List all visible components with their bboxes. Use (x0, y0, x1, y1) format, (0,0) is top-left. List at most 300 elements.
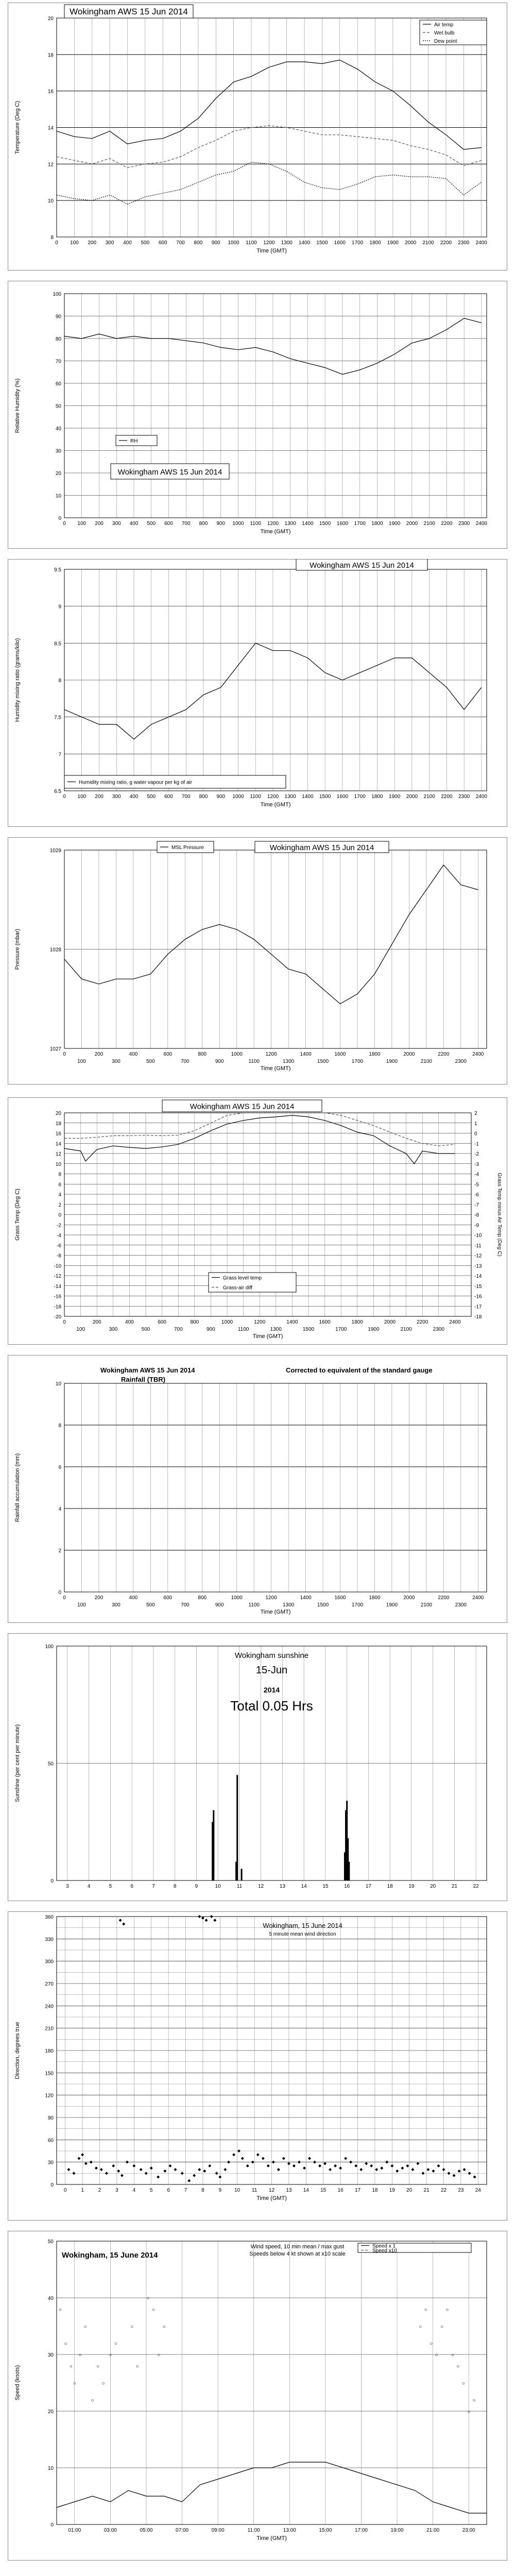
x-tick-label: 300 (112, 794, 121, 800)
x-tick-label: 07:00 (176, 2528, 189, 2533)
y-tick-label: 1029 (49, 848, 61, 854)
legend-label: Grass level temp (223, 1275, 262, 1281)
y-tick-label: -12 (54, 1274, 61, 1279)
y-axis-label: Direction, degrees true (14, 2022, 21, 2079)
chart-note: Speeds below 4 kt shown at x10 scale (249, 2251, 346, 2257)
x-tick-label: 800 (198, 1595, 207, 1601)
data-bar (348, 1862, 350, 1880)
x-tick-label: 1000 (232, 794, 244, 800)
x-tick-label: 500 (146, 1602, 155, 1608)
x-tick-label: 700 (174, 1327, 183, 1332)
x-tick-label: 24 (475, 2188, 481, 2193)
x-tick-label: 17 (354, 2188, 361, 2193)
y-right-tick-label: -7 (474, 1202, 479, 1208)
x-tick-label: 2000 (405, 240, 417, 246)
x-tick-label: 13 (279, 1884, 285, 1889)
y-tick-label: 9 (58, 604, 61, 610)
y-tick-label: 20 (55, 1111, 61, 1116)
x-tick-label: 1800 (351, 1319, 363, 1325)
x-tick-label: 7 (152, 1884, 155, 1889)
grass-temp-chart (8, 1097, 507, 1345)
y-tick-label: 0 (50, 1878, 54, 1884)
x-tick-label: 800 (190, 1319, 199, 1325)
legend-label: Wet bulb (434, 30, 455, 36)
x-tick-label: 1400 (302, 521, 314, 527)
x-tick-label: 1200 (267, 794, 279, 800)
x-tick-label: 2300 (458, 521, 470, 527)
x-tick-label: 1400 (286, 1319, 298, 1325)
x-tick-label: 1800 (369, 240, 381, 246)
x-tick-label: 1200 (265, 1595, 277, 1601)
sunshine-chart-panel (8, 1633, 507, 1901)
y-tick-label: 270 (45, 1981, 54, 1987)
x-tick-label: 4 (87, 1884, 91, 1889)
x-tick-label: 19:00 (390, 2528, 404, 2533)
rainfall-chart-panel (8, 1355, 507, 1623)
y-tick-label: -8 (57, 1253, 61, 1259)
chart-title: Wokingham, 15 June 2014 (263, 1922, 342, 1929)
x-tick-label: 100 (77, 1059, 86, 1064)
x-tick-label: 200 (88, 240, 97, 246)
y-tick-label: -10 (54, 1263, 61, 1269)
x-tick-label: 22 (473, 1884, 479, 1889)
temperature-chart (8, 3, 507, 270)
x-tick-label: 2300 (455, 1602, 467, 1608)
data-point: ○ (101, 2381, 105, 2386)
x-tick-label: 400 (129, 521, 139, 527)
chart-frame (8, 1912, 507, 2221)
y-tick-label: 0 (58, 1590, 61, 1596)
x-tick-label: 400 (129, 1595, 138, 1601)
chart-title: Wokingham, 15 June 2014 (62, 2251, 158, 2260)
y-tick-label: 8.5 (54, 641, 61, 647)
y-tick-label: 30 (47, 2352, 54, 2358)
x-tick-label: 1300 (284, 521, 296, 527)
x-tick-label: 2100 (420, 1059, 432, 1064)
data-point: ○ (64, 2341, 67, 2347)
x-tick-label: 1100 (248, 1059, 260, 1064)
x-tick-label: 1500 (319, 521, 331, 527)
x-tick-label: 600 (164, 794, 173, 800)
x-tick-label: 1700 (351, 1602, 364, 1608)
y-tick-label: 60 (47, 2138, 54, 2144)
x-tick-label: 900 (211, 240, 220, 246)
x-tick-label: 2200 (417, 1319, 428, 1325)
y-right-tick-label: -18 (474, 1314, 482, 1320)
y-right-tick-label: -1 (474, 1141, 479, 1147)
x-tick-label: 4 (132, 2188, 136, 2193)
humidity-chart-panel (8, 281, 507, 549)
x-tick-label: 1300 (282, 1602, 295, 1608)
x-tick-label: 18 (387, 1884, 393, 1889)
x-tick-label: 600 (164, 521, 173, 527)
x-tick-label: 100 (77, 794, 87, 800)
x-tick-label: 100 (77, 521, 87, 527)
x-tick-label: 1800 (371, 521, 383, 527)
y-tick-label: 40 (55, 426, 61, 432)
x-axis-label: Time (GMT) (260, 802, 291, 808)
x-tick-label: 6 (167, 2188, 170, 2193)
data-bar (213, 1810, 214, 1881)
data-point: ○ (440, 2324, 444, 2330)
data-point: ○ (419, 2324, 422, 2330)
y-tick-label: -6 (57, 1243, 61, 1249)
x-tick-label: 1900 (387, 240, 399, 246)
x-tick-label: 1100 (237, 1327, 249, 1332)
chart-note: Corrected to equivalent of the standard gauge (286, 1366, 433, 1374)
x-tick-label: 800 (199, 521, 208, 527)
y-right-tick-label: -9 (474, 1223, 479, 1229)
y-right-tick-label: -2 (474, 1151, 479, 1157)
y-tick-label: 1028 (49, 947, 61, 953)
y-tick-label: 10 (55, 1161, 61, 1167)
y-right-tick-label: -3 (474, 1161, 479, 1167)
x-tick-label: 23 (458, 2188, 464, 2193)
x-tick-label: 200 (95, 521, 104, 527)
x-tick-label: 2200 (440, 240, 452, 246)
chart-title: Wokingham AWS 15 Jun 2014 (117, 468, 222, 477)
x-tick-label: 1700 (335, 1327, 347, 1332)
data-point: ○ (435, 2352, 438, 2358)
x-tick-label: 600 (158, 240, 167, 246)
x-tick-label: 1300 (281, 240, 293, 246)
x-tick-label: 1500 (316, 240, 328, 246)
x-tick-label: 600 (163, 1595, 173, 1601)
chart-title: Wokingham AWS 15 Jun 2014 (70, 7, 188, 16)
legend-label: RH (130, 438, 138, 444)
x-tick-label: 400 (129, 1052, 138, 1057)
y-tick-label: 210 (45, 2026, 54, 2032)
chart-year: 2014 (263, 1686, 280, 1694)
data-point: ○ (424, 2307, 427, 2313)
y-tick-label: 12 (47, 162, 54, 168)
data-point: ○ (114, 2341, 117, 2347)
x-tick-label: 9 (195, 1884, 198, 1889)
x-tick-label: 1500 (317, 1602, 329, 1608)
chart-title: Wokingham AWS 15 Jun 2014 (269, 843, 374, 852)
legend-label: Speed x10 (372, 2248, 397, 2254)
x-tick-label: 21 (451, 1884, 457, 1889)
y-tick-label: 12 (55, 1151, 61, 1157)
x-tick-label: 2000 (406, 521, 418, 527)
x-tick-label: 2400 (475, 794, 488, 800)
x-tick-label: 2100 (420, 1602, 432, 1608)
x-tick-label: 2400 (472, 1595, 484, 1601)
legend-label: MSL Pressure (171, 845, 204, 851)
y-right-tick-label: -11 (474, 1243, 482, 1249)
y-tick-label: -16 (54, 1294, 61, 1300)
data-bar (236, 1775, 238, 1880)
y-tick-label: 50 (47, 1761, 54, 1767)
y-tick-label: 7.5 (54, 715, 61, 721)
chart-subtitle: 5 minute mean wind direction (269, 1931, 336, 1937)
x-tick-label: 1200 (263, 240, 275, 246)
x-tick-label: 5 (149, 2188, 153, 2193)
x-tick-label: 700 (180, 1602, 190, 1608)
x-tick-label: 14 (303, 2188, 309, 2193)
x-tick-label: 1000 (221, 1319, 233, 1325)
x-tick-label: 500 (141, 1327, 150, 1332)
y-right-tick-label: -12 (474, 1253, 482, 1259)
x-tick-label: 1800 (369, 1052, 381, 1057)
x-tick-label: 400 (129, 794, 139, 800)
x-tick-label: 11:00 (247, 2528, 260, 2533)
x-tick-label: 03:00 (104, 2528, 117, 2533)
x-tick-label: 15 (322, 1884, 329, 1889)
y-tick-label: 0 (58, 1212, 61, 1218)
x-tick-label: 0 (63, 794, 66, 800)
x-tick-label: 1700 (351, 1059, 364, 1064)
x-tick-label: 11 (236, 1884, 243, 1889)
x-tick-label: 10 (215, 1884, 221, 1889)
x-tick-label: 1500 (319, 794, 331, 800)
chart-frame (8, 1098, 507, 1345)
grass-temp-chart-panel (8, 1097, 507, 1345)
data-point: ○ (78, 2352, 82, 2358)
y-axis-label: Rainfall accumulation (mm) (14, 1453, 21, 1522)
x-tick-label: 800 (199, 794, 208, 800)
x-tick-label: 100 (76, 1327, 85, 1332)
y-tick-label: 100 (45, 1644, 54, 1650)
x-tick-label: 19 (389, 2188, 395, 2193)
chart-title: Wokingham AWS 15 Jun 2014 (100, 1366, 195, 1374)
x-tick-label: 1600 (336, 521, 349, 527)
y-tick-label: 240 (45, 2004, 54, 2010)
x-tick-label: 12 (268, 2188, 275, 2193)
x-tick-label: 2200 (438, 1595, 450, 1601)
x-tick-label: 400 (123, 240, 132, 246)
x-tick-label: 1400 (302, 794, 314, 800)
legend-label: Dew point (434, 39, 457, 44)
x-tick-label: 1500 (317, 1059, 329, 1064)
x-tick-label: 900 (215, 1602, 224, 1608)
y-tick-label: 20 (47, 16, 54, 22)
data-point: ○ (456, 2364, 460, 2369)
x-tick-label: 1600 (334, 1052, 346, 1057)
y-tick-label: -4 (57, 1233, 61, 1239)
x-tick-label: 1000 (228, 240, 239, 246)
y-tick-label: 80 (55, 336, 61, 342)
mixing-ratio-chart (8, 559, 507, 827)
x-axis-label: Time (GMT) (256, 2195, 287, 2201)
x-tick-label: 100 (70, 240, 79, 246)
wind-speed-chart-panel (8, 2231, 507, 2561)
y-axis-label: Pressure (mbar) (14, 928, 21, 970)
x-tick-label: 1600 (319, 1319, 331, 1325)
data-point: ○ (472, 2398, 476, 2403)
data-point: ○ (130, 2324, 134, 2330)
x-tick-label: 1700 (352, 240, 364, 246)
y-tick-label: 9.5 (54, 567, 61, 573)
x-axis-label: Time (GMT) (260, 1065, 291, 1072)
x-axis-label: Time (GMT) (260, 1609, 291, 1615)
mixing-ratio-chart-panel (8, 559, 507, 827)
data-point: ○ (146, 2296, 150, 2301)
data-point: ○ (83, 2324, 87, 2330)
x-tick-label: 2200 (441, 521, 453, 527)
x-tick-label: 8 (173, 1884, 177, 1889)
x-tick-label: 01:00 (68, 2528, 81, 2533)
x-tick-label: 600 (158, 1319, 166, 1325)
x-tick-label: 2400 (449, 1319, 461, 1325)
y-right-tick-label: 2 (474, 1111, 477, 1116)
x-tick-label: 21 (423, 2188, 430, 2193)
y-tick-label: 10 (47, 2466, 54, 2471)
x-tick-label: 900 (216, 521, 226, 527)
x-tick-label: 1800 (371, 794, 383, 800)
y-tick-label: 0 (50, 2182, 54, 2188)
x-tick-label: 2000 (403, 1595, 415, 1601)
y-right-tick-label: -14 (474, 1274, 482, 1279)
x-tick-label: 20 (430, 1884, 436, 1889)
x-tick-label: 1400 (300, 1595, 312, 1601)
x-tick-label: 12 (258, 1884, 264, 1889)
x-tick-label: 500 (147, 794, 156, 800)
y-tick-label: -14 (54, 1283, 61, 1290)
y-tick-label: 14 (55, 1141, 61, 1147)
y-tick-label: 8 (50, 235, 54, 241)
chart-title: Wokingham AWS 15 Jun 2014 (310, 561, 414, 570)
legend-label: Speed x 1 (372, 2243, 396, 2249)
x-tick-label: 500 (147, 521, 156, 527)
x-axis-label: Time (GMT) (256, 2535, 287, 2541)
x-tick-label: 3 (66, 1884, 69, 1889)
x-tick-label: 1100 (248, 1602, 260, 1608)
y-right-tick-label: -15 (474, 1283, 482, 1290)
y-tick-label: 10 (47, 198, 54, 205)
y-tick-label: 6 (58, 1182, 61, 1188)
chart-frame (8, 1355, 507, 1623)
x-tick-label: 2300 (458, 794, 470, 800)
x-tick-label: 1300 (270, 1327, 282, 1332)
y-right-tick-label: -10 (474, 1233, 482, 1239)
legend-label: Humidity mixing ratio, g water vapour per kg of air (79, 779, 193, 786)
x-tick-label: 200 (94, 1052, 104, 1057)
y-tick-label: 50 (47, 2239, 54, 2245)
x-tick-label: 1900 (389, 794, 401, 800)
x-tick-label: 0 (63, 521, 66, 527)
x-tick-label: 2000 (384, 1319, 396, 1325)
sunshine-chart (8, 1633, 507, 1901)
x-tick-label: 18 (372, 2188, 378, 2193)
data-point: ○ (157, 2352, 161, 2358)
y-tick-label: 16 (55, 1131, 61, 1137)
x-tick-label: 500 (141, 240, 150, 246)
x-tick-label: 10 (234, 2188, 241, 2193)
y-tick-label: -18 (54, 1304, 61, 1310)
x-tick-label: 2200 (441, 794, 453, 800)
y-tick-label: 50 (55, 403, 61, 410)
x-tick-label: 16 (337, 2188, 344, 2193)
y-tick-label: 20 (55, 471, 61, 477)
y-tick-label: 4 (58, 1192, 61, 1198)
x-tick-label: 13:00 (283, 2528, 296, 2533)
x-tick-label: 1100 (250, 521, 261, 527)
data-point: ○ (109, 2352, 112, 2358)
y-tick-label: 6.5 (54, 789, 61, 794)
data-point: ○ (467, 2409, 471, 2415)
x-tick-label: 9 (218, 2188, 222, 2193)
x-tick-label: 0 (63, 2188, 67, 2193)
data-point: ○ (91, 2398, 94, 2403)
y-tick-label: 60 (55, 381, 61, 387)
x-tick-label: 1600 (334, 1595, 346, 1601)
x-tick-label: 700 (180, 1059, 190, 1064)
data-point: ○ (451, 2352, 454, 2358)
x-tick-label: 400 (125, 1319, 134, 1325)
x-tick-label: 11 (251, 2188, 258, 2193)
x-tick-label: 1700 (354, 521, 366, 527)
x-tick-label: 1000 (231, 1595, 243, 1601)
x-tick-label: 09:00 (211, 2528, 225, 2533)
x-tick-label: 2300 (455, 1059, 467, 1064)
y-tick-label: 8 (58, 1172, 61, 1178)
y-right-tick-label: -5 (474, 1182, 479, 1188)
x-tick-label: 1200 (265, 1052, 277, 1057)
x-axis-label: Time (GMT) (260, 529, 291, 535)
x-tick-label: 0 (63, 1052, 66, 1057)
x-tick-label: 2400 (475, 240, 487, 246)
x-tick-label: 1900 (386, 1602, 398, 1608)
chart-total: Total 0.05 Hrs (230, 1698, 313, 1714)
y-tick-label: 90 (47, 2115, 54, 2121)
y-right-tick-label: 0 (474, 1131, 477, 1137)
data-point: ○ (430, 2341, 433, 2347)
data-point: ○ (461, 2381, 465, 2386)
y-tick-label: 2 (58, 1548, 61, 1554)
chart-title: Wokingham AWS 15 Jun 2014 (190, 1102, 295, 1111)
x-tick-label: 05:00 (140, 2528, 153, 2533)
legend-label: Air temp (434, 22, 454, 28)
y-tick-label: 70 (55, 359, 61, 365)
x-tick-label: 1900 (389, 521, 401, 527)
x-tick-label: 2100 (400, 1327, 412, 1332)
x-tick-label: 17 (365, 1884, 371, 1889)
y-right-tick-label: -8 (474, 1212, 479, 1218)
x-tick-label: 1800 (369, 1595, 381, 1601)
x-tick-label: 1000 (232, 521, 244, 527)
x-tick-label: 7 (184, 2188, 187, 2193)
data-point: ○ (151, 2307, 155, 2313)
x-tick-label: 1200 (267, 521, 279, 527)
x-tick-label: 1300 (284, 794, 296, 800)
x-tick-label: 800 (194, 240, 203, 246)
y-tick-label: 0 (58, 516, 61, 521)
x-tick-label: 1400 (298, 240, 311, 246)
x-tick-label: 300 (112, 521, 121, 527)
y-tick-label: 300 (45, 1959, 54, 1965)
y-right-axis-label: Grass Temp minus Air Temp (Deg C) (496, 1173, 502, 1257)
y-tick-label: 18 (47, 52, 54, 58)
x-axis-label: Time (GMT) (256, 248, 287, 254)
pressure-chart (8, 837, 507, 1084)
y-tick-label: 10 (55, 1381, 61, 1387)
y-right-tick-label: -6 (474, 1192, 479, 1198)
x-tick-label: 2200 (438, 1052, 450, 1057)
x-tick-label: 14 (301, 1884, 307, 1889)
y-tick-label: 40 (47, 2296, 54, 2301)
y-tick-label: 8 (58, 1423, 61, 1429)
y-tick-label: 20 (47, 2409, 54, 2415)
y-tick-label: 4 (58, 1506, 61, 1512)
x-tick-label: 16 (344, 1884, 350, 1889)
data-point: ○ (73, 2381, 76, 2386)
y-tick-label: 100 (53, 292, 61, 297)
x-tick-label: 900 (207, 1327, 215, 1332)
x-tick-label: 500 (146, 1059, 155, 1064)
y-axis-label: Speed (knots) (14, 2365, 21, 2401)
y-axis-label: Humidity mixing ratio (grams/kilo) (14, 638, 21, 722)
